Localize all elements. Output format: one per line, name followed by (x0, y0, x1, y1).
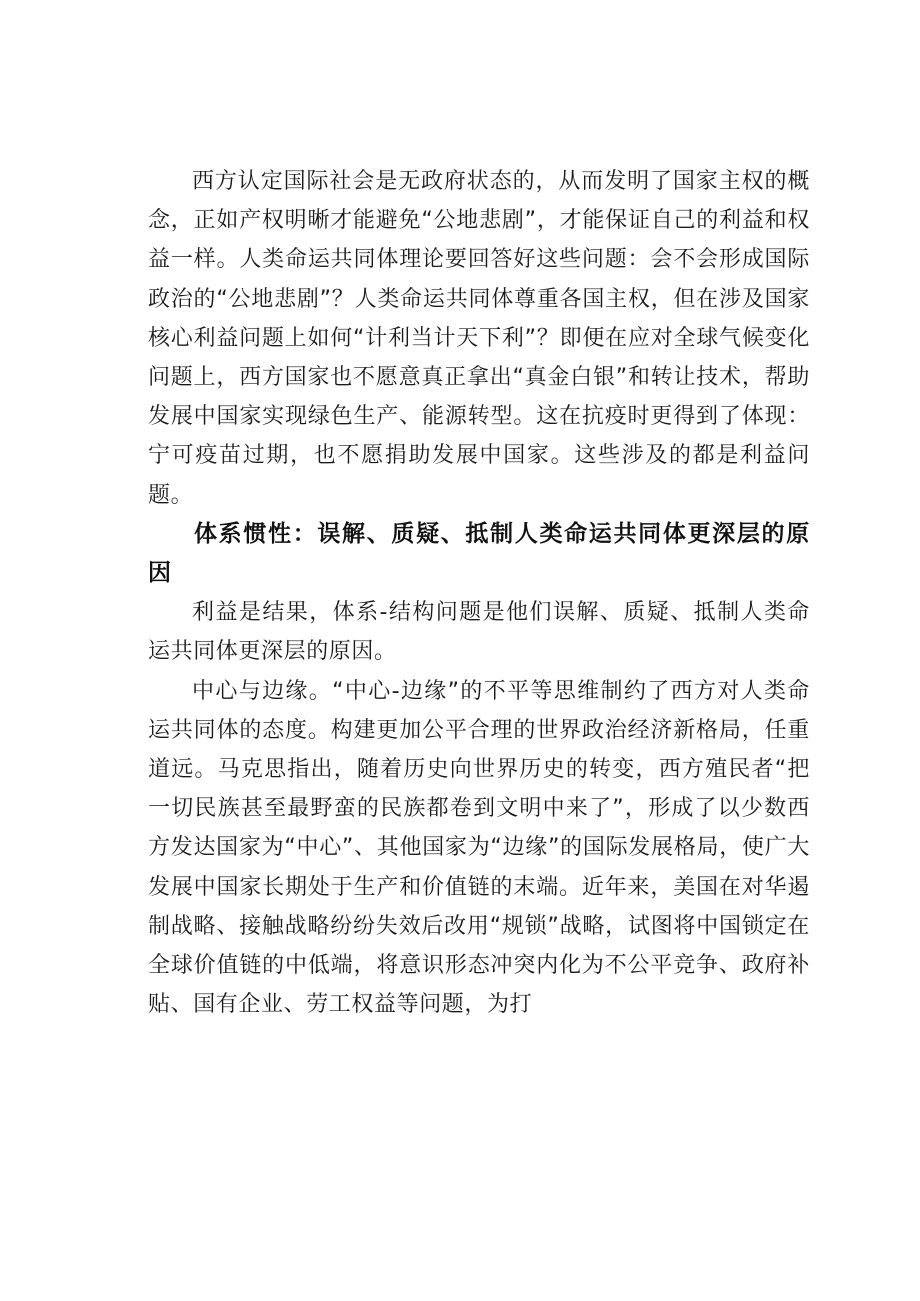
section-heading-system-inertia: 体系惯性：误解、质疑、抵制人类命运共同体更深层的原因 (148, 520, 810, 587)
paragraph-interest-result: 利益是结果，体系-结构问题是他们误解、质疑、抵制人类命运共同体更深层的原因。 (148, 600, 810, 665)
paragraph-sovereignty-interests: 西方认定国际社会是无政府状态的，从而发明了国家主权的概念，正如产权明晰才能避免“公地悲剧”，才能保证自己的利益和权益一样。人类命运共同体理论要回答好这些问题：会不会形成国际政治的“公地悲剧”？人类命运共同体尊重各国主权，但在涉及国家核心利益问题上如何“计利当计天下利”？即便在应对全球气候变化问题上，西方国家也不愿意真正拿出“真金白银”和转让技术，帮助发展中国家实现绿色生产、能源转型。这在抗疫时更得到了体现：宁可疫苗过期，也不愿捐助发展中国家。这些涉及的都是利益问题。 (148, 169, 810, 508)
paragraph-center-periphery: 中心与边缘。“中心-边缘”的不平等思维制约了西方对人类命运共同体的态度。构建更加公平合理的世界政治经济新格局，任重道远。马克思指出，随着历史向世界历史的转变，西方殖民者“把一切民族甚至最野蛮的民族都卷到文明中来了”，形成了以少数西方发达国家为“中心”、其他国家为“边缘”的国际发展格局，使广大发展中国家长期处于生产和价值链的末端。近年来，美国在对华遏制战略、接触战略纷纷失效后改用“规锁”战略，试图将中国锁定在全球价值链的中低端，将意识形态冲突内化为不公平竞争、政府补贴、国有企业、劳工权益等问题，为打 (148, 678, 810, 1018)
document-body (148, 162, 810, 1024)
